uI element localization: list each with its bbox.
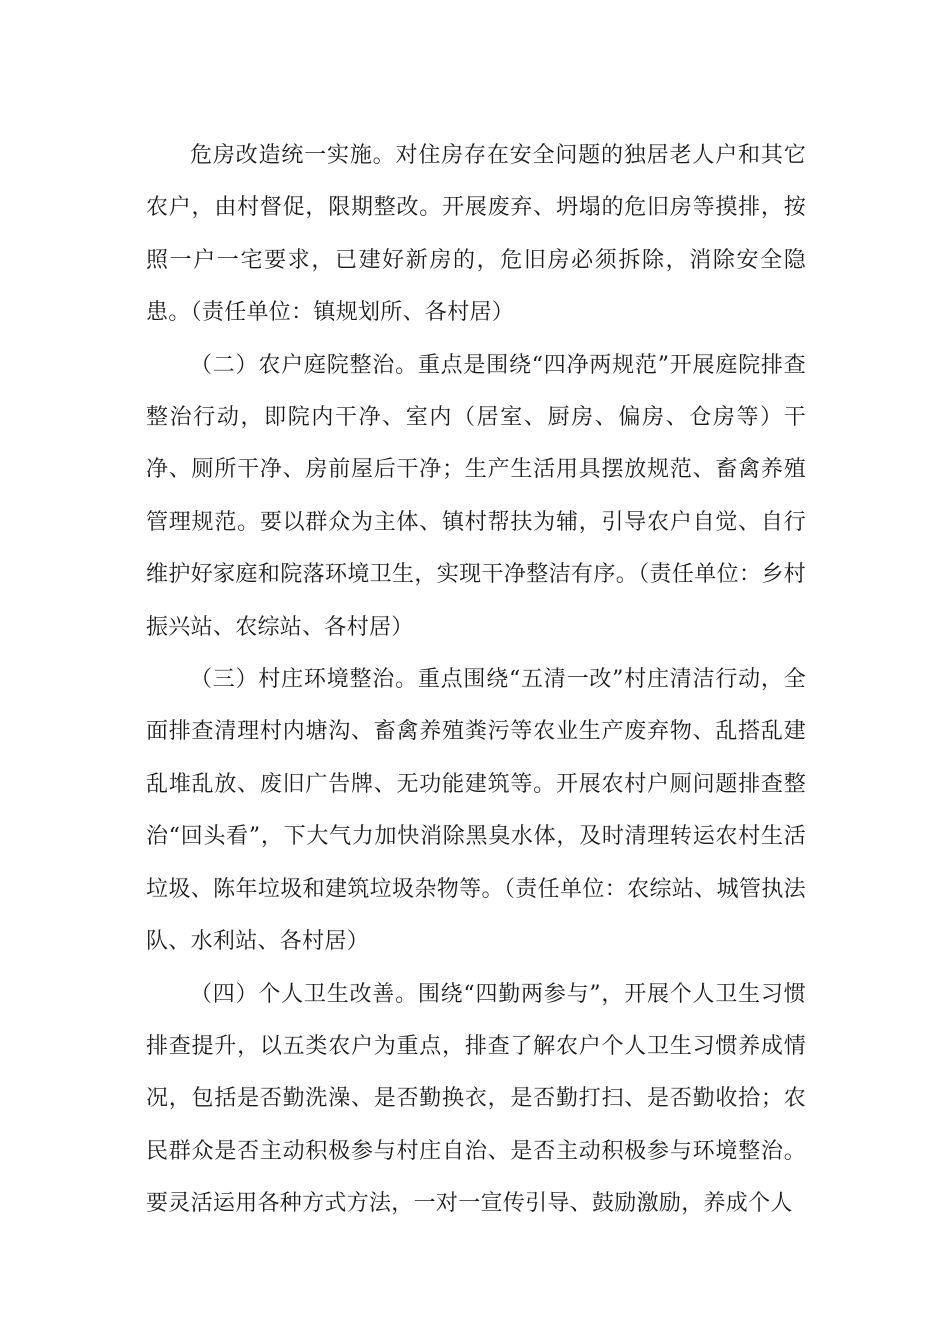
paragraph-courtyard-improvement: （二）农户庭院整治。重点是围绕“四净两规范”开展庭院排查整治行动，即院内干净、室内（居室、厨房、偏房、仓房等）干净、厕所干净、房前屋后干净；生产生活用具摆放规范、畜禽养殖管理规范。要以群众为主体、镇村帮扶为辅，引导农户自觉、自行维护好家庭和院落环境卫生，实现干净整洁有序。（责任单位：乡村振兴站、农综站、各村居） [146, 352, 806, 640]
paragraph-personal-hygiene: （四）个人卫生改善。围绕“四勤两参与”，开展个人卫生习惯排查提升，以五类农户为重点，排查了解农户个人卫生习惯养成情况，包括是否勤洗澡、是否勤换衣，是否勤打扫、是否勤收拾；农民群众是否主动积极参与村庄自治、是否主动积极参与环境整治。要灵活运用各种方式方法，一对一宣传引导、鼓励激励，养成个人 [146, 981, 806, 1217]
document-body [146, 130, 806, 1231]
paragraph-housing-renovation: 危房改造统一实施。对住房存在安全问题的独居老人户和其它农户，由村督促，限期整改。开展废弃、坍塌的危旧房等摸排，按照一户一宅要求，已建好新房的，危旧房必须拆除，消除安全隐患。（责任单位：镇规划所、各村居） [146, 143, 806, 326]
paragraph-village-environment: （三）村庄环境整治。重点围绕“五清一改”村庄清洁行动，全面排查清理村内塘沟、畜禽养殖粪污等农业生产废弃物、乱搭乱建乱堆乱放、废旧广告牌、无功能建筑等。开展农村户厕问题排查整治“回头看”，下大气力加快消除黑臭水体，及时清理转运农村生活垃圾、陈年垃圾和建筑垃圾杂物等。（责任单位：农综站、城管执法队、水利站、各村居） [146, 667, 806, 955]
